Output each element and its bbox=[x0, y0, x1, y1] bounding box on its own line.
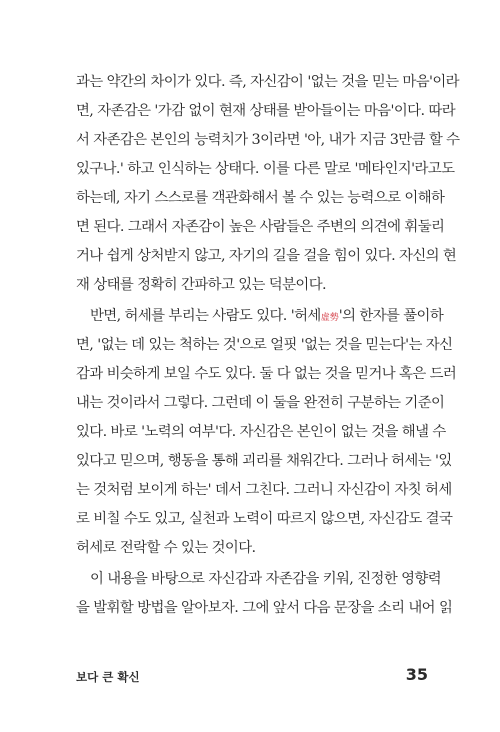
text-line: 있구나.' 하고 인식하는 상태다. 이를 다른 말로 '메타인지'라고도 bbox=[76, 161, 455, 177]
paragraph-1 bbox=[76, 68, 460, 300]
text-line: 로 비칠 수도 있고, 실천과 노력이 따르지 않으면, 자신감도 결국 bbox=[76, 511, 453, 527]
text-line: 재 상태를 정확히 간파하고 있는 덕분이다. bbox=[76, 277, 326, 293]
page-number: 35 bbox=[405, 665, 428, 684]
text-line: 이 내용을 바탕으로 자신감과 자존감을 키워, 진정한 영향력 bbox=[90, 571, 442, 587]
text-segment: '의 한자를 풀이하 bbox=[338, 308, 444, 324]
paragraph-2 bbox=[76, 302, 457, 563]
running-footer-title: 보다 큰 확신 bbox=[76, 670, 140, 684]
text-line: 서 자존감은 본인의 능력치가 3이라면 '아, 내가 지금 3만큼 할 수 bbox=[76, 132, 460, 148]
text-line: 있다고 믿으며, 행동을 통해 괴리를 채워간다. 그러나 허세는 '있 bbox=[76, 453, 452, 469]
text-line: 을 발휘할 방법을 알아보자. 그에 앞서 다음 문장을 소리 내어 읽 bbox=[76, 600, 453, 616]
text-line: 면, 자존감은 '가감 없이 현재 상태를 받아들이는 마음'이다. 따라 bbox=[76, 103, 455, 119]
text-line: 는 것처럼 보이게 하는' 데서 그친다. 그러니 자신감이 자칫 허세 bbox=[76, 482, 452, 498]
text-line: 면, '없는 데 있는 척하는 것'으로 얼핏 '없는 것을 믿는다'는 자신 bbox=[76, 337, 453, 353]
text-line: 하는데, 자기 스스로를 객관화해서 볼 수 있는 능력으로 이해하 bbox=[76, 190, 445, 206]
text-line: 감과 비슷하게 보일 수도 있다. 둘 다 없는 것을 믿거나 혹은 드러 bbox=[76, 366, 457, 382]
text-line: 허세로 전락할 수 있는 것이다. bbox=[76, 540, 256, 556]
text-line: 거나 쉽게 상처받지 않고, 자기의 길을 걸을 힘이 있다. 자신의 현 bbox=[76, 248, 457, 264]
text-line: 내는 것이라서 그렇다. 그런데 이 둘을 완전히 구분하는 기준이 bbox=[76, 395, 445, 411]
text-line: 과는 약간의 차이가 있다. 즉, 자신감이 '없는 것을 믿는 마음'이라 bbox=[76, 74, 459, 90]
text-line: 면 된다. 그래서 자존감이 높은 사람들은 주변의 의견에 휘둘리 bbox=[76, 219, 445, 235]
hanja-annotation: 虛勢 bbox=[320, 313, 339, 323]
text-line: 있다. 바로 '노력의 여부'다. 자신감은 본인이 없는 것을 해낼 수 bbox=[76, 424, 446, 440]
paragraph-3 bbox=[76, 565, 453, 623]
text-line-with-hanja bbox=[76, 302, 444, 331]
text-segment: 반면, 허세를 부리는 사람도 있다. '허세 bbox=[90, 308, 321, 324]
